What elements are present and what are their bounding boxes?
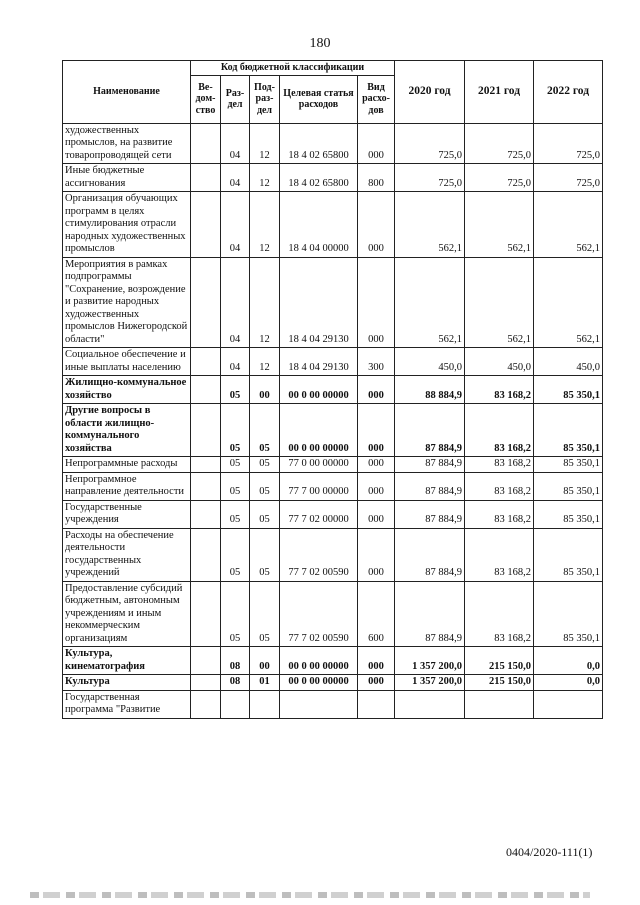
cell-celevaya-statya: 18 4 02 65800 [280, 164, 358, 192]
cell-value-2022: 562,1 [534, 257, 603, 348]
cell-value-2020: 87 884,9 [395, 581, 465, 647]
cell-value-2020: 725,0 [395, 164, 465, 192]
cell-value-2020: 562,1 [395, 257, 465, 348]
cell-value-2022 [534, 690, 603, 718]
cell-razdel: 08 [221, 647, 250, 675]
table-row [63, 457, 603, 473]
table-row [63, 123, 603, 164]
cell-value-2022: 85 350,1 [534, 457, 603, 473]
cell-vedomstvo [191, 348, 221, 376]
table-row [63, 690, 603, 718]
document-code: 0404/2020-111(1) [506, 845, 593, 859]
cell-name: Другие вопросы в области жилищно-коммунального хозяйства [63, 404, 191, 457]
cell-value-2021: 215 150,0 [465, 647, 534, 675]
cell-vedomstvo [191, 472, 221, 500]
cell-value-2021: 562,1 [465, 257, 534, 348]
cell-vid-raskhodov: 000 [358, 647, 395, 675]
header-2022: 2022 год [534, 61, 603, 124]
header-code-group: Код бюджетной классификации [191, 61, 395, 76]
table-row [63, 528, 603, 581]
cell-razdel: 05 [221, 581, 250, 647]
cell-value-2022: 85 350,1 [534, 404, 603, 457]
cell-celevaya-statya: 77 7 02 00590 [280, 581, 358, 647]
cell-celevaya-statya: 00 0 00 00000 [280, 376, 358, 404]
cell-name: Предоставление субсидий бюджетным, автономным учреждениям и иным некоммерческим организациям [63, 581, 191, 647]
cell-podrazdel: 00 [250, 376, 280, 404]
cell-celevaya-statya: 18 4 04 00000 [280, 192, 358, 258]
cell-value-2021: 725,0 [465, 123, 534, 164]
cell-value-2020 [395, 690, 465, 718]
cell-razdel: 04 [221, 348, 250, 376]
table-row [63, 647, 603, 675]
cell-name: Культура [63, 675, 191, 691]
cell-vid-raskhodov: 000 [358, 257, 395, 348]
cell-value-2020: 1 357 200,0 [395, 675, 465, 691]
header-vedomstvo: Ве-дом-ство [191, 75, 221, 123]
cell-vid-raskhodov: 000 [358, 404, 395, 457]
cell-razdel: 04 [221, 257, 250, 348]
cell-name: Культура, кинематография [63, 647, 191, 675]
cell-celevaya-statya: 18 4 04 29130 [280, 257, 358, 348]
cell-vid-raskhodov: 000 [358, 500, 395, 528]
cell-name: Иные бюджетные ассигнования [63, 164, 191, 192]
header-2021: 2021 год [465, 61, 534, 124]
cell-value-2020: 87 884,9 [395, 404, 465, 457]
cell-vedomstvo [191, 690, 221, 718]
cell-name: Жилищно-коммунальное хозяйство [63, 376, 191, 404]
cell-podrazdel: 12 [250, 164, 280, 192]
cell-podrazdel: 12 [250, 257, 280, 348]
cell-value-2021 [465, 690, 534, 718]
cell-razdel: 05 [221, 472, 250, 500]
cell-vid-raskhodov: 800 [358, 164, 395, 192]
cell-name: Организация обучающих программ в целях стимулирования отрасли народных художественных промыслов [63, 192, 191, 258]
cell-podrazdel: 05 [250, 472, 280, 500]
cell-value-2021: 450,0 [465, 348, 534, 376]
cell-name: Государственные учреждения [63, 500, 191, 528]
cell-podrazdel: 05 [250, 581, 280, 647]
cell-celevaya-statya: 18 4 04 29130 [280, 348, 358, 376]
table-row [63, 164, 603, 192]
cell-podrazdel: 01 [250, 675, 280, 691]
cell-razdel: 05 [221, 500, 250, 528]
cell-podrazdel: 00 [250, 647, 280, 675]
cell-razdel: 05 [221, 376, 250, 404]
cell-value-2022: 0,0 [534, 647, 603, 675]
cell-vid-raskhodov [358, 690, 395, 718]
cell-value-2022: 85 350,1 [534, 376, 603, 404]
cell-value-2022: 725,0 [534, 123, 603, 164]
cell-vid-raskhodov: 000 [358, 376, 395, 404]
cell-vid-raskhodov: 000 [358, 472, 395, 500]
header-celevaya-statya: Целевая статья расходов [280, 75, 358, 123]
header-podrazdel: Под-раз-дел [250, 75, 280, 123]
cell-vid-raskhodov: 600 [358, 581, 395, 647]
cell-value-2021: 83 168,2 [465, 457, 534, 473]
cell-celevaya-statya: 77 7 02 00000 [280, 500, 358, 528]
cell-podrazdel: 12 [250, 348, 280, 376]
header-razdel: Раз-дел [221, 75, 250, 123]
scan-edge-artifact [30, 892, 590, 898]
cell-name: Непрограммное направление деятельности [63, 472, 191, 500]
cell-value-2021: 725,0 [465, 164, 534, 192]
cell-value-2020: 87 884,9 [395, 528, 465, 581]
cell-value-2020: 450,0 [395, 348, 465, 376]
cell-value-2020: 87 884,9 [395, 472, 465, 500]
cell-vedomstvo [191, 376, 221, 404]
cell-name: художественных промыслов, на развитие товаропроводящей сети [63, 123, 191, 164]
cell-celevaya-statya: 18 4 02 65800 [280, 123, 358, 164]
cell-vedomstvo [191, 675, 221, 691]
cell-value-2020: 87 884,9 [395, 500, 465, 528]
page-number: 180 [309, 36, 331, 51]
cell-razdel [221, 690, 250, 718]
cell-vid-raskhodov: 000 [358, 457, 395, 473]
cell-celevaya-statya: 00 0 00 00000 [280, 404, 358, 457]
cell-value-2020: 725,0 [395, 123, 465, 164]
cell-razdel: 04 [221, 123, 250, 164]
cell-value-2022: 0,0 [534, 675, 603, 691]
table-row [63, 581, 603, 647]
table-row [63, 192, 603, 258]
cell-vedomstvo [191, 457, 221, 473]
cell-celevaya-statya: 00 0 00 00000 [280, 647, 358, 675]
cell-value-2021: 83 168,2 [465, 404, 534, 457]
header-vid-raskhodov: Вид расхо-дов [358, 75, 395, 123]
cell-vedomstvo [191, 257, 221, 348]
cell-value-2020: 88 884,9 [395, 376, 465, 404]
cell-vid-raskhodov: 000 [358, 123, 395, 164]
cell-value-2020: 562,1 [395, 192, 465, 258]
cell-value-2021: 83 168,2 [465, 528, 534, 581]
cell-razdel: 08 [221, 675, 250, 691]
cell-vedomstvo [191, 123, 221, 164]
cell-podrazdel: 05 [250, 500, 280, 528]
cell-celevaya-statya [280, 690, 358, 718]
cell-celevaya-statya: 77 7 02 00590 [280, 528, 358, 581]
cell-razdel: 05 [221, 404, 250, 457]
cell-value-2021: 215 150,0 [465, 675, 534, 691]
cell-value-2022: 85 350,1 [534, 528, 603, 581]
cell-name: Расходы на обеспечение деятельности государственных учреждений [63, 528, 191, 581]
cell-value-2020: 87 884,9 [395, 457, 465, 473]
table-row [63, 404, 603, 457]
table-row [63, 348, 603, 376]
cell-podrazdel: 05 [250, 404, 280, 457]
cell-celevaya-statya: 77 7 00 00000 [280, 472, 358, 500]
cell-name: Непрограммные расходы [63, 457, 191, 473]
cell-vedomstvo [191, 192, 221, 258]
cell-podrazdel: 12 [250, 192, 280, 258]
table-row [63, 500, 603, 528]
cell-value-2022: 450,0 [534, 348, 603, 376]
table-row [63, 376, 603, 404]
cell-podrazdel [250, 690, 280, 718]
cell-value-2021: 83 168,2 [465, 581, 534, 647]
cell-celevaya-statya: 00 0 00 00000 [280, 675, 358, 691]
cell-vid-raskhodov: 000 [358, 675, 395, 691]
table-row [63, 257, 603, 348]
cell-name: Социальное обеспечение и иные выплаты населению [63, 348, 191, 376]
cell-value-2020: 1 357 200,0 [395, 647, 465, 675]
budget-table [62, 60, 603, 719]
cell-vedomstvo [191, 164, 221, 192]
header-2020: 2020 год [395, 61, 465, 124]
cell-value-2021: 562,1 [465, 192, 534, 258]
header-name: Наименование [63, 61, 191, 124]
cell-value-2021: 83 168,2 [465, 500, 534, 528]
cell-podrazdel: 12 [250, 123, 280, 164]
cell-name: Мероприятия в рамках подпрограммы "Сохранение, возрождение и развитие народных художественных промыслов Нижегородской области" [63, 257, 191, 348]
cell-vid-raskhodov: 000 [358, 528, 395, 581]
cell-vedomstvo [191, 528, 221, 581]
cell-vedomstvo [191, 647, 221, 675]
cell-razdel: 05 [221, 457, 250, 473]
cell-vid-raskhodov: 300 [358, 348, 395, 376]
cell-podrazdel: 05 [250, 457, 280, 473]
cell-value-2022: 562,1 [534, 192, 603, 258]
cell-podrazdel: 05 [250, 528, 280, 581]
cell-vedomstvo [191, 404, 221, 457]
cell-razdel: 05 [221, 528, 250, 581]
cell-value-2021: 83 168,2 [465, 376, 534, 404]
table-row [63, 675, 603, 691]
cell-vedomstvo [191, 581, 221, 647]
cell-razdel: 04 [221, 164, 250, 192]
cell-value-2022: 725,0 [534, 164, 603, 192]
cell-value-2021: 83 168,2 [465, 472, 534, 500]
cell-value-2022: 85 350,1 [534, 500, 603, 528]
cell-value-2022: 85 350,1 [534, 581, 603, 647]
table-row [63, 472, 603, 500]
cell-value-2022: 85 350,1 [534, 472, 603, 500]
cell-celevaya-statya: 77 0 00 00000 [280, 457, 358, 473]
cell-vid-raskhodov: 000 [358, 192, 395, 258]
table-body [63, 123, 603, 718]
cell-razdel: 04 [221, 192, 250, 258]
cell-vedomstvo [191, 500, 221, 528]
cell-name: Государственная программа "Развитие [63, 690, 191, 718]
